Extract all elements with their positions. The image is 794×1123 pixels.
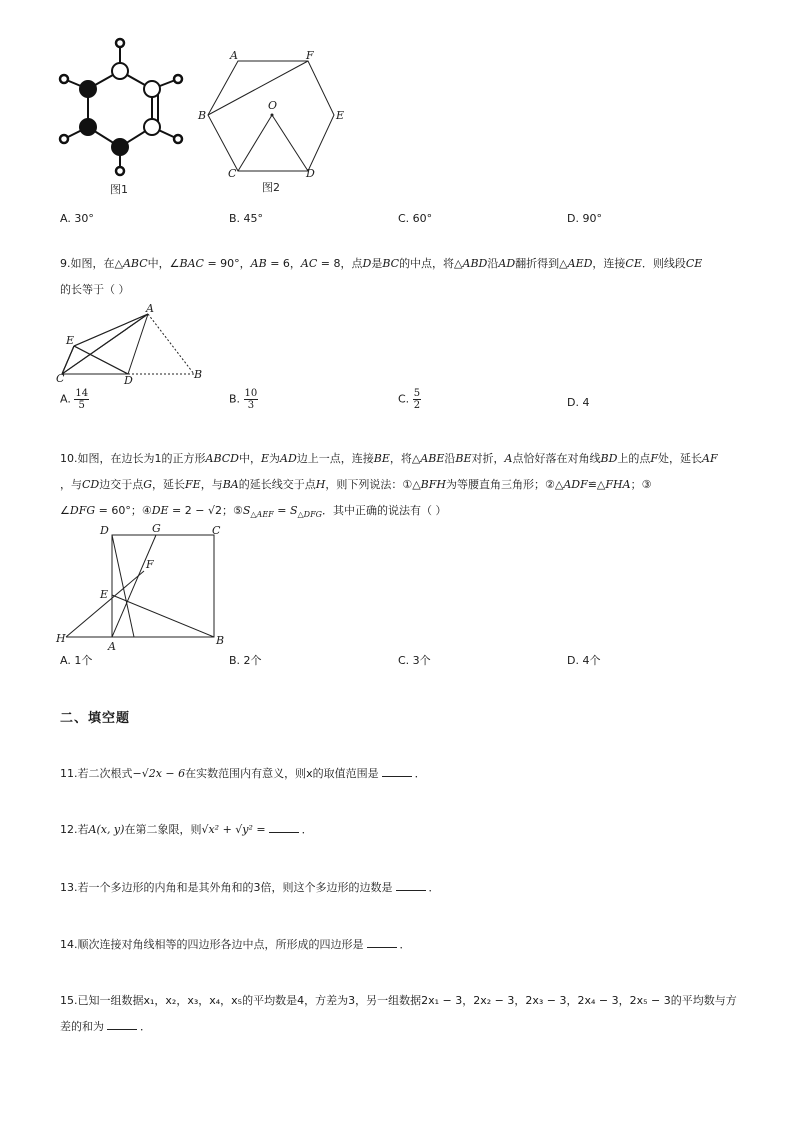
label-E: E (100, 588, 109, 601)
q14: 14.顺次连接对角线相等的四边形各边中点，所形成的四边形是 ． (60, 938, 411, 951)
q15-answer-blank[interactable] (107, 1019, 137, 1030)
q13-answer-blank[interactable] (396, 880, 426, 891)
figure-q10-square (54, 520, 234, 652)
label-G: G (152, 522, 161, 535)
q10-option-c[interactable]: C. 3个 (398, 654, 431, 667)
q8-option-c[interactable]: C. 60° (398, 212, 433, 225)
figure-q9-triangle (54, 302, 214, 386)
q11-answer-blank[interactable] (382, 766, 412, 777)
q10-option-b[interactable]: B. 2个 (229, 654, 262, 667)
q12: 12.若A(x, y)在第二象限，则√x² + √y² = ． (60, 823, 313, 836)
fig1-caption: 图1 (110, 183, 128, 196)
label-D: D (306, 167, 315, 180)
q9-option-d[interactable]: D. 4 (567, 396, 590, 409)
q10-stem-line2: ，与CD边交于点G，延长FE，与BA的延长线交于点H，则下列说法：①△BFH为等腰直角三角形；②△ADF≌△FHA；③ (60, 478, 652, 491)
section-heading-fill-in: 二、填空题 (60, 711, 131, 726)
q9-option-b[interactable]: B. $\frac{10}{3}$ (229, 388, 258, 411)
label-A: A (108, 640, 116, 652)
q15-line1: 15.已知一组数据x₁，x₂，x₃，x₄，x₅的平均数是4，方差为3，另一组数据2x₁ − 3，2x₂ − 3，2x₃ − 3，2x₄ − 3，2x₅ − 3的平均数与方 (60, 994, 737, 1007)
q15-line2: 差的和为 ． (60, 1020, 151, 1033)
q10-option-a[interactable]: A. 1个 (60, 654, 93, 667)
label-D: D (124, 374, 133, 386)
q8-option-a[interactable]: A. 30° (60, 212, 94, 225)
label-F: F (146, 558, 154, 571)
q14-answer-blank[interactable] (367, 937, 397, 948)
label-H: H (56, 632, 66, 645)
q8-option-d[interactable]: D. 90° (567, 212, 602, 225)
q13: 13.若一个多边形的内角和是其外角和的3倍，则这个多边形的边数是 ． (60, 881, 440, 894)
label-E: E (336, 109, 345, 122)
label-A: A (230, 49, 238, 62)
label-F: F (306, 49, 314, 62)
figure-hexagon-geometry (196, 45, 356, 197)
label-C: C (228, 167, 237, 180)
label-D: D (100, 524, 109, 537)
label-B: B (198, 109, 207, 122)
figure-hexagon-molecule (50, 35, 200, 197)
q10-option-d[interactable]: D. 4个 (567, 654, 601, 667)
q9-stem-line1: 9.如图，在△ABC中，∠BAC = 90°，AB = 6，AC = 8，点D是BC的中点，将△ABD沿AD翻折得到△AED，连接CE．则线段CE (60, 257, 703, 270)
q8-option-b[interactable]: B. 45° (229, 212, 264, 225)
q9-option-c[interactable]: C. $\frac{5}{2}$ (398, 388, 421, 411)
label-A: A (146, 302, 154, 315)
q12-answer-blank[interactable] (269, 822, 299, 833)
q10-stem-line1: 10.如图，在边长为1的正方形ABCD中，E为AD边上一点，连接BE，将△ABE沿BE对折，A点恰好落在对角线BD上的点F处，延长AF (60, 452, 718, 465)
fig2-caption: 图2 (262, 181, 280, 194)
q9-stem-line2: 的长等于（ ） (60, 283, 130, 296)
label-B: B (216, 634, 225, 647)
label-O: O (268, 99, 278, 112)
label-C: C (56, 372, 65, 385)
q10-stem-line3: ∠DFG = 60°；④DE = 2 − √2；$⑤S_{\triangle AEF} = S_{\triangle DFG}$．其中正确的说法有（ ） (60, 504, 447, 520)
q11: 11.若二次根式−√2x − 6在实数范围内有意义，则x的取值范围是 ． (60, 767, 426, 780)
label-C: C (212, 524, 221, 537)
label-E: E (66, 334, 75, 347)
q9-option-a[interactable]: A. $\frac{14}{5}$ (60, 388, 89, 411)
label-B: B (194, 368, 203, 381)
